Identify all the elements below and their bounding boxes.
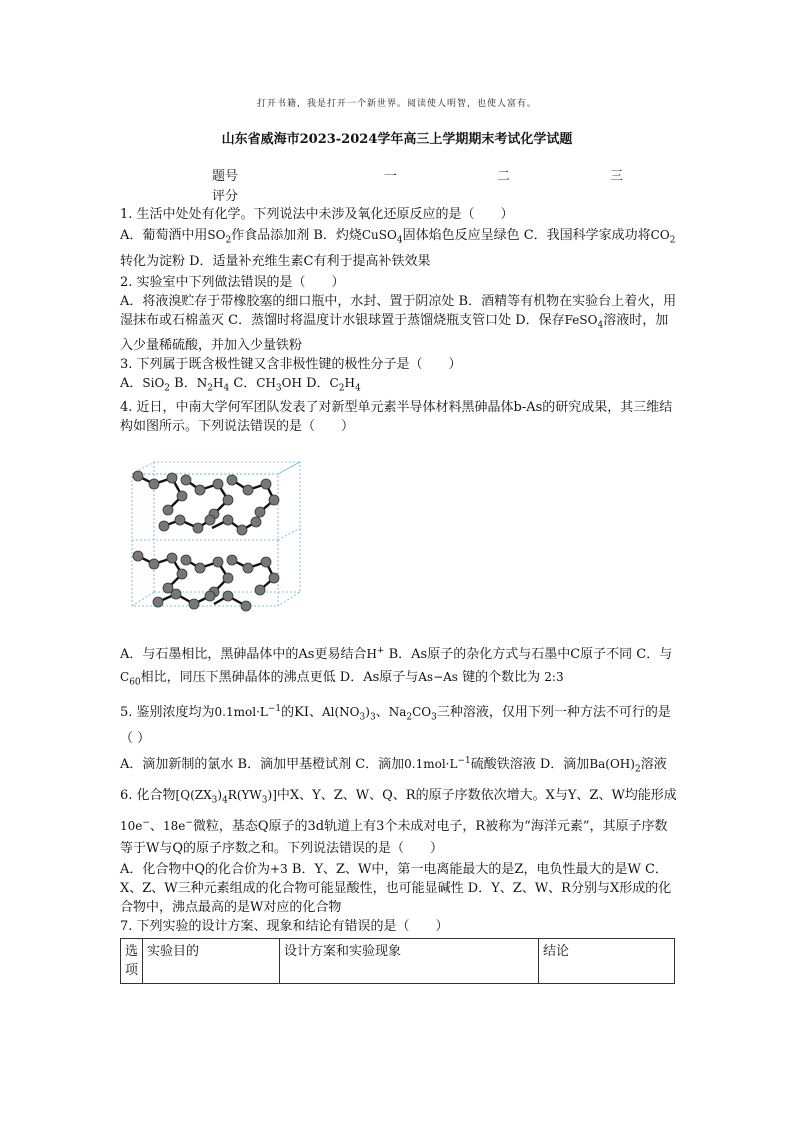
q7-stem: 7. 下列实验的设计方案、现象和结论有错误的是（ ）: [120, 918, 449, 934]
q7-header-purpose: 实验目的: [143, 938, 280, 983]
q5-stem: 5. 鉴别浓度均为$0.1mol\cdot L^{-1}$的KI、$Al(NO_3)_3$、$Na_2CO_3$三种溶液，仅用下列一种方法不可行的是（ ）: [120, 703, 671, 746]
score-table: [212, 165, 672, 205]
q1-stem: 1. 生活中处处有化学。下列说法中未涉及氧化还原反应的是（ ）: [120, 207, 514, 222]
q2-options: A．将液溴贮存于带橡胶塞的细口瓶中，水封、置于阴凉处 B．酒精等有机物在实验台上着火，用湿抹布或石棉盖灭 C．蒸馏时将温度计水银球置于蒸馏烧瓶支管口处 D．保存FeSO$_4$溶液时，加入少量稀硫酸，并加入少量铁粉: [120, 294, 677, 353]
q7-header-option: 选项: [121, 938, 143, 983]
q2-stem: 2. 实验室中下列做法错误的是（ ）: [120, 275, 345, 291]
q7-header-conclusion: 结论: [539, 938, 675, 983]
q7-table: [120, 938, 675, 984]
q3-stem: 3. 下列属于既含极性键又含非极性键的极性分子是（ ）: [120, 356, 462, 372]
q4-stem: 4. 近日，中南大学何军团队发表了对新型单元素半导体材料黑砷晶体b-As的研究成果，其三维结构如图所示。下列说法错误的是（ ）: [120, 400, 673, 435]
q4-options: A．与石墨相比，黑砷晶体中的As更易结合H+ B．As原子的杂化方式与石墨中C原子不同 C．与$C_{60}$相比，同压下黑砷晶体的沸点更低 D．As原子与As−As 键的个数比为 2:3: [120, 646, 673, 688]
score-col-1: 一: [384, 169, 398, 184]
score-col-2: 二: [497, 169, 511, 184]
score-label-score: 评分: [212, 189, 239, 204]
q3-options: A．SiO$_2$ B．$N_2H_4$ C．$CH_3OH$ D．$C_2H_4$: [120, 375, 361, 394]
motto: 打开书籍，我是打开一个新世界。阅读使人明智，也使人富有。: [256, 99, 537, 109]
score-label-item: 题号: [212, 169, 239, 184]
table-row: [121, 938, 675, 983]
q6-stem: 6. 化合物$[Q(ZX_3)_4R(YW_3)]$中X、Y、Z、W、Q、R的原子序数依次增大。X与Y、Z、W均能形成10e−、18e−微粒，基态Q原子的3d轨道上有3个未成对电子，R被称为“海洋元素”，其原子序数等于W与Q的原子序数之和。下列说法错误的是（ ）: [120, 788, 677, 856]
black-arsenic-structure-figure: [124, 456, 302, 618]
score-col-3: 三: [610, 169, 624, 184]
q7-header-design: 设计方案和实验现象: [280, 938, 539, 983]
q1-options: A．葡萄酒中用$SO_2$作食品添加剂 B．灼烧CuSO$_4$固体焰色反应呈绿色 C．我国科学家成功将$CO_2$转化为淀粉 D．适量补充维生素C有利于提高补铁效果: [120, 228, 676, 270]
q5-options: A．滴加新制的氯水 B．滴加甲基橙试剂 C．滴加$0.1mol\cdot L^{-1}$硫酸铁溶液 D．滴加$Ba(OH)_2$溶液: [120, 755, 667, 775]
q6-options: A．化合物中Q的化合价为+3 B．Y、Z、W中，第一电离能最大的是Z，电负性最大的是W C．X、Z、W三种元素组成的化合物可能显酸性，也可能显碱性 D．Y、Z、W、R分别与X形成的化合物中，沸点最高的是W对应的化合物: [120, 861, 672, 915]
question-body: [120, 205, 680, 984]
page-title: 山东省威海市2023-2024学年高三上学期期末考试化学试题: [221, 132, 573, 147]
